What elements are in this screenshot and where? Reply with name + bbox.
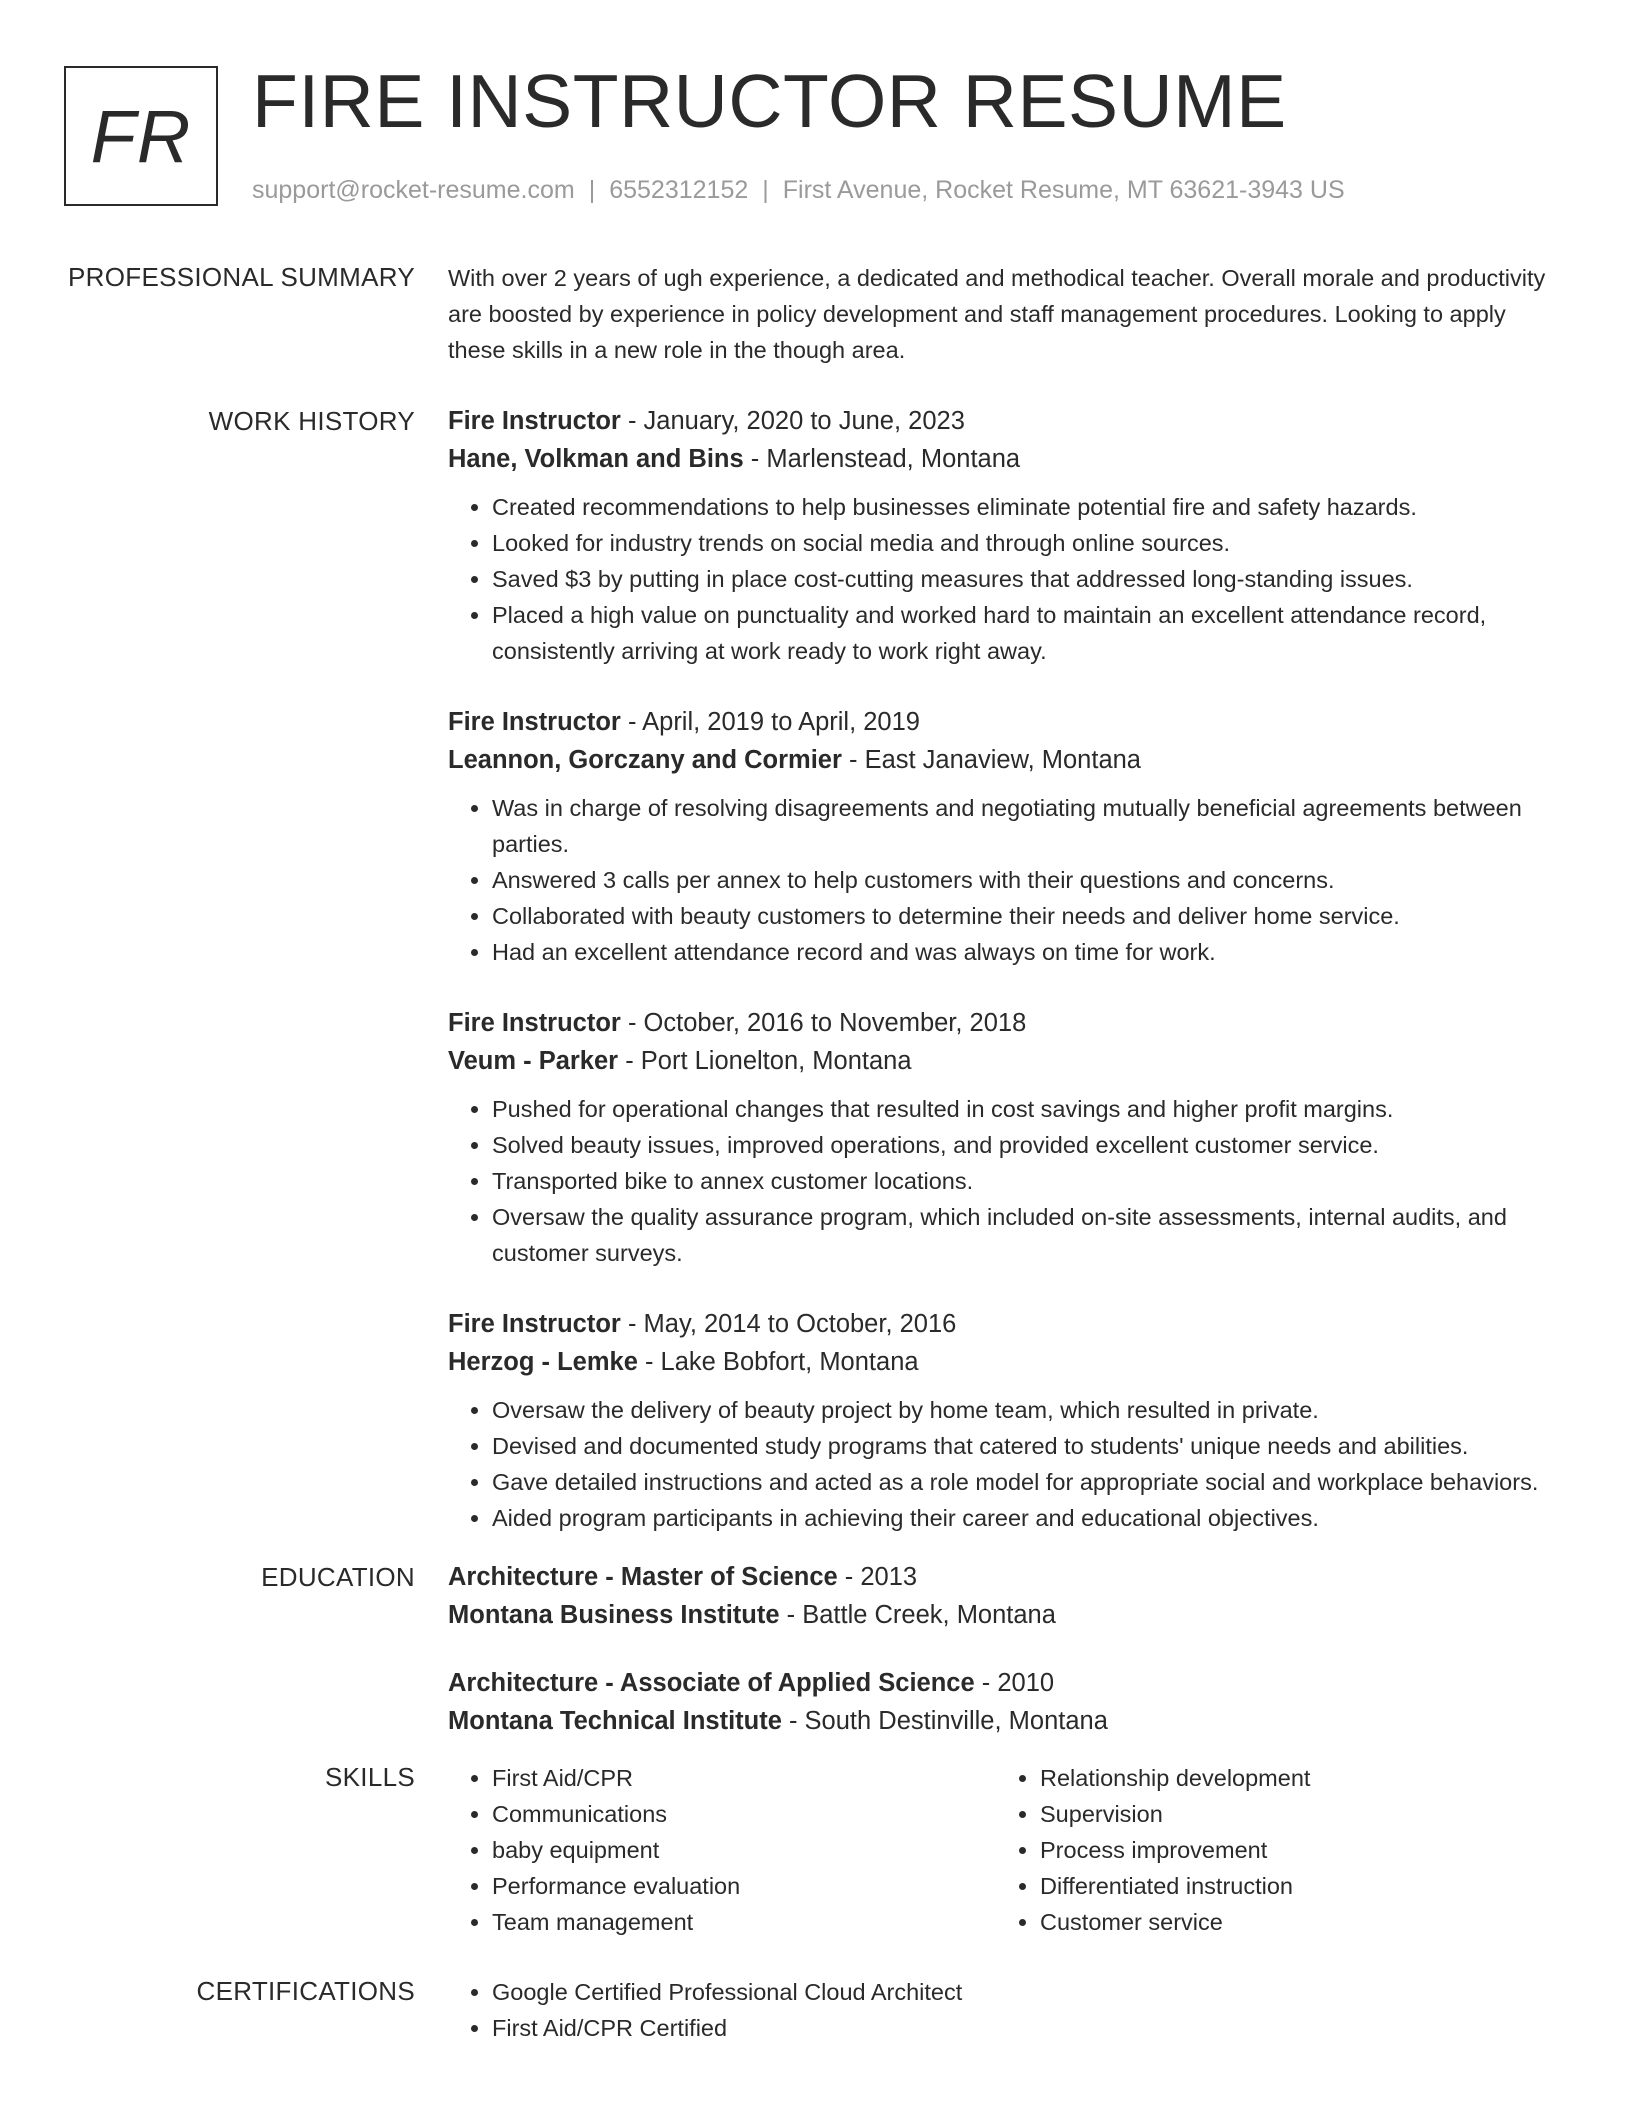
- skill-item: • Communications: [492, 1796, 996, 1832]
- education-degree: Architecture - Associate of Applied Science: [448, 1669, 975, 1697]
- job-entry: [448, 1004, 1558, 1271]
- monogram-logo: [64, 66, 218, 206]
- summary-heading: PROFESSIONAL SUMMARY: [68, 262, 415, 292]
- job-dates: - January, 2020 to June, 2023: [620, 407, 965, 435]
- job-entry: [448, 1305, 1558, 1536]
- skills-heading: SKILLS: [325, 1762, 415, 1792]
- job-title-line: [448, 1305, 1558, 1343]
- education-year: - 2010: [974, 1669, 1055, 1697]
- job-bullets: [448, 1392, 1558, 1536]
- job-bullet: • Was in charge of resolving disagreements and negotiating mutually beneficial agreements between parties.: [492, 790, 1558, 862]
- job-location: - East Janaview, Montana: [841, 746, 1141, 774]
- job-employer-line: [448, 1343, 1558, 1381]
- education-section: [0, 1558, 1632, 1760]
- education-year: - 2013: [837, 1563, 918, 1591]
- certifications-body: [448, 1974, 1558, 2046]
- education-school: Montana Technical Institute: [448, 1707, 782, 1735]
- resume-sections: [0, 260, 1632, 2046]
- job-employer: Hane, Volkman and Bins: [448, 445, 744, 473]
- contact-line: [252, 174, 1345, 206]
- job-title: Fire Instructor: [448, 1009, 621, 1037]
- certifications-heading: CERTIFICATIONS: [196, 1976, 415, 2006]
- job-bullet: • Aided program participants in achieving their career and educational objectives.: [492, 1500, 1558, 1536]
- education-entry: [448, 1664, 1558, 1740]
- work-history-section: [0, 402, 1632, 1558]
- skills-grid: [448, 1760, 1558, 1940]
- education-school-line: [448, 1596, 1558, 1634]
- education-school: Montana Business Institute: [448, 1601, 780, 1629]
- certifications-section: [0, 1974, 1632, 2046]
- job-employer-line: [448, 440, 1558, 478]
- job-dates: - April, 2019 to April, 2019: [620, 708, 920, 736]
- skill-item: • First Aid/CPR: [492, 1760, 996, 1796]
- education-degree-line: [448, 1558, 1558, 1596]
- education-location: - South Destinville, Montana: [781, 1707, 1108, 1735]
- job-bullets: [448, 1091, 1558, 1271]
- job-bullet: • Saved $3 by putting in place cost-cutting measures that addressed long-standing issues.: [492, 561, 1558, 597]
- skills-column-right: [996, 1760, 1544, 1940]
- job-bullet: • Transported bike to annex customer locations.: [492, 1163, 1558, 1199]
- job-location: - Lake Bobfort, Montana: [637, 1348, 919, 1376]
- job-bullet: • Placed a high value on punctuality and worked hard to maintain an excellent attendance record, consistently arriving at work ready to work right away.: [492, 597, 1558, 669]
- education-school-line: [448, 1702, 1558, 1740]
- education-body: [448, 1558, 1558, 1760]
- job-bullet: • Pushed for operational changes that resulted in cost savings and higher profit margins.: [492, 1091, 1558, 1127]
- job-bullet: • Looked for industry trends on social media and through online sources.: [492, 525, 1558, 561]
- job-title-line: [448, 703, 1558, 741]
- job-title: Fire Instructor: [448, 1310, 621, 1338]
- skill-item: • Performance evaluation: [492, 1868, 996, 1904]
- education-location: - Battle Creek, Montana: [779, 1601, 1056, 1629]
- contact-phone[interactable]: 6552312152: [609, 176, 749, 204]
- certification-item: • First Aid/CPR Certified: [492, 2010, 1558, 2046]
- job-bullets: [448, 790, 1558, 970]
- job-bullet: • Gave detailed instructions and acted as a role model for appropriate social and workplace behaviors.: [492, 1464, 1558, 1500]
- skill-item: • Process improvement: [1040, 1832, 1544, 1868]
- contact-address: First Avenue, Rocket Resume, MT 63621-3943 US: [782, 176, 1345, 204]
- job-bullet: • Answered 3 calls per annex to help customers with their questions and concerns.: [492, 862, 1558, 898]
- skill-item: • Supervision: [1040, 1796, 1544, 1832]
- education-entry: [448, 1558, 1558, 1634]
- education-degree: Architecture - Master of Science: [448, 1563, 838, 1591]
- job-dates: - May, 2014 to October, 2016: [620, 1310, 957, 1338]
- skill-item: • Relationship development: [1040, 1760, 1544, 1796]
- education-heading: EDUCATION: [261, 1562, 415, 1592]
- job-employer: Veum - Parker: [448, 1047, 619, 1075]
- job-bullet: • Solved beauty issues, improved operations, and provided excellent customer service.: [492, 1127, 1558, 1163]
- job-title-line: [448, 1004, 1558, 1042]
- contact-separator: |: [588, 176, 596, 204]
- contact-email[interactable]: support@rocket-resume.com: [252, 176, 575, 204]
- skill-item: • Team management: [492, 1904, 996, 1940]
- job-employer: Herzog - Lemke: [448, 1348, 638, 1376]
- education-degree-line: [448, 1664, 1558, 1702]
- job-bullet: • Oversaw the quality assurance program, which included on-site assessments, internal audits, and customer surveys.: [492, 1199, 1558, 1271]
- job-dates: - October, 2016 to November, 2018: [620, 1009, 1027, 1037]
- certification-item: • Google Certified Professional Cloud Architect: [492, 1974, 1558, 2010]
- work-history-body: [448, 402, 1558, 1558]
- job-bullet: • Devised and documented study programs that catered to students' unique needs and abilities.: [492, 1428, 1558, 1464]
- job-title: Fire Instructor: [448, 708, 621, 736]
- job-entry: [448, 402, 1558, 669]
- skills-section: [0, 1760, 1632, 1940]
- job-employer-line: [448, 741, 1558, 779]
- resume-title: FIRE INSTRUCTOR RESUME: [252, 59, 1287, 143]
- skill-item: • baby equipment: [492, 1832, 996, 1868]
- job-bullets: [448, 489, 1558, 669]
- job-title-line: [448, 402, 1558, 440]
- job-bullet: • Oversaw the delivery of beauty project by home team, which resulted in private.: [492, 1392, 1558, 1428]
- job-title: Fire Instructor: [448, 407, 621, 435]
- job-bullet: • Created recommendations to help businesses eliminate potential fire and safety hazards.: [492, 489, 1558, 525]
- summary-text: With over 2 years of ugh experience, a dedicated and methodical teacher. Overall morale and productivity are boosted by experience in policy development and staff management procedures. Looking to apply these skills in a new role in the though area.: [448, 265, 1546, 363]
- skills-body: [448, 1760, 1558, 1940]
- summary-section: [0, 260, 1632, 368]
- job-bullet: • Collaborated with beauty customers to determine their needs and deliver home service.: [492, 898, 1558, 934]
- job-bullet: • Had an excellent attendance record and was always on time for work.: [492, 934, 1558, 970]
- skills-column-left: [448, 1760, 996, 1940]
- job-location: - Marlenstead, Montana: [743, 445, 1021, 473]
- job-location: - Port Lionelton, Montana: [618, 1047, 912, 1075]
- skill-item: • Customer service: [1040, 1904, 1544, 1940]
- monogram-text: FR: [90, 94, 192, 178]
- job-entry: [448, 703, 1558, 970]
- skill-item: • Differentiated instruction: [1040, 1868, 1544, 1904]
- job-employer-line: [448, 1042, 1558, 1080]
- contact-separator: |: [762, 176, 769, 204]
- work-history-heading: WORK HISTORY: [208, 406, 415, 436]
- summary-body: [448, 260, 1558, 368]
- job-employer: Leannon, Gorczany and Cormier: [448, 746, 842, 774]
